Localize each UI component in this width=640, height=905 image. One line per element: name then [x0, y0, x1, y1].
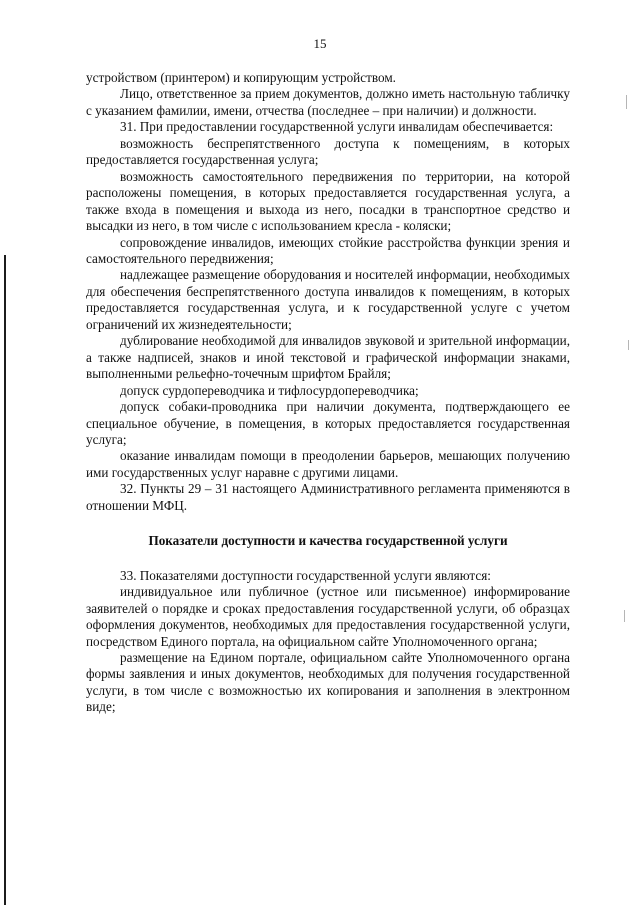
paragraph: возможность самостоятельного передвижения по территории, на которой расположены помещения, в которых предоставляется государственная услуга, а также входа в помещения и выхода из него, посадки в транспортное средство и высадки из него, в том числе с использованием кресла - коляски; — [86, 168, 570, 234]
scan-speck — [624, 610, 625, 622]
scan-margin-bar — [4, 255, 6, 905]
section-heading: Показатели доступности и качества государственной услуги — [148, 533, 508, 549]
paragraph: допуск сурдопереводчика и тифлосурдопереводчика; — [120, 382, 419, 398]
paragraph: возможность беспрепятственного доступа к помещениям, в которых предоставляется государственная услуга; — [86, 135, 570, 168]
paragraph: дублирование необходимой для инвалидов звуковой и зрительной информации, а также надписей, знаков и иной текстовой и графической информации знаками, выполненными рельефно-точечным шрифтом Брайля; — [86, 333, 570, 382]
paragraph: размещение на Едином портале, официальном сайте Уполномоченного органа формы заявления и иных документов, необходимых для получения государственной услуги, в том числе с возможностью их копирования и заполнения в электронном виде; — [86, 649, 570, 715]
paragraph-item-32: 32. Пункты 29 – 31 настоящего Административного регламента применяются в отношении МФЦ. — [86, 481, 570, 513]
paragraph-item-31: 31. При предоставлении государственной услуги инвалидам обеспечивается: — [120, 119, 554, 135]
page-number: 15 — [313, 36, 327, 51]
paragraph: сопровождение инвалидов, имеющих стойкие расстройства функции зрения и самостоятельного передвижения; — [86, 234, 570, 266]
paragraph: допуск собаки-проводника при наличии документа, подтверждающего ее специальное обучение, в помещения, в которых предоставляется государственная услуга; — [86, 399, 570, 447]
scan-speck — [626, 95, 627, 109]
paragraph: Лицо, ответственное за прием документов, должно иметь настольную табличку с указанием фамилии, имени, отчества (последнее – при наличии) и должности. — [86, 86, 570, 118]
document-body — [86, 70, 570, 716]
paragraph: индивидуальное или публичное (устное или письменное) информирование заявителей о порядке и сроках предоставления государственной услуги, об образцах оформления документов, необходимых для предоставления государственной услуги, посредством Единого портала, на официальном сайте Уполномоченного органа; — [86, 584, 570, 649]
paragraph: оказание инвалидам помощи в преодолении барьеров, мешающих получению ими государственных услуг наравне с другими лицами. — [86, 448, 570, 480]
scan-speck — [628, 340, 629, 350]
paragraph: надлежащее размещение оборудования и носителей информации, необходимых для обеспечения беспрепятственного доступа инвалидов к помещениям, в которых предоставляется государственная услуга, и к государственной услуге с учетом ограничений их жизнедеятельности; — [86, 267, 570, 332]
paragraph-item-33: 33. Показателями доступности государственной услуги являются: — [120, 567, 491, 583]
paragraph: устройством (принтером) и копирующим устройством. — [86, 70, 396, 85]
